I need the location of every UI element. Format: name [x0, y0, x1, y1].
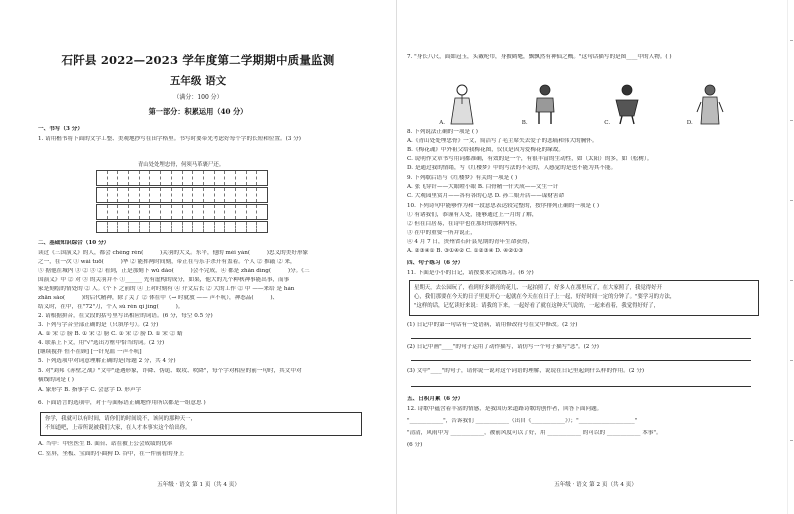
figure-c	[604, 82, 642, 126]
question-line: 8. 下列说法正确的一项是 ( )	[407, 129, 478, 135]
passage-line: 结义时，在中，在"72"刀，个人 sù rén qí jìng( )。	[38, 304, 184, 310]
section-heading: 四、句子练习（6 分）	[407, 260, 464, 266]
exam-title: 石阡县 2022—2023 学年度第二学期期中质量监测	[61, 53, 335, 67]
option-line: C. 大观园里赏月——各有各的心思 D. 孙二娘开店——谋财害命	[407, 193, 565, 199]
fill-line: "清清，风雨中为 ____________，被前风度可以了好，用 ____________ 的可以的 ____________ 本事"。	[407, 430, 662, 436]
grid-row	[96, 170, 268, 186]
option-line: C. 说明作文章书写用词都准确，有效的是一个，有很丰富的生动性，如（太阳）的多，如（松树）。	[407, 156, 653, 162]
diary-line: 星期天，去公园玩了，看到好多漂亮的花儿、一起拍照了，好多人在那里玩了，在大家照了，我觉得好开	[414, 285, 662, 291]
page-footer: 五年级 · 语文 第 2 页（共 4 页）	[554, 482, 637, 488]
diary-line: "这样的话，记忆读好来说：请我的下来，一起好看了就在这种天气说的，一起来看着，我觉得好好了，	[414, 303, 660, 309]
option-line: A.《青山处处埋忠骨》一文，简洁写了毛主席失去爱子的悲痛和伟大的胸怀。	[407, 138, 598, 144]
sentence-line: ③ 在中的重要一所并说正，	[407, 230, 476, 236]
question-line: 9. 下列歇后语与《红楼梦》有关的一项是 ( )	[407, 175, 518, 181]
sentence-line: ④ 4 月 7 日，贵州省石阡县见期的青年生命获得，	[407, 239, 534, 245]
figure-b	[521, 82, 560, 126]
question-line: 横线的词是 ( )	[38, 377, 74, 383]
answer-line[interactable]	[411, 338, 751, 339]
dialogue-box	[40, 412, 362, 436]
question-line: (1) 日记中的第一句话有一处语病，请用修改符号在文中修改。(2 分)	[407, 322, 578, 328]
options-line: A. 象形字 B. 指事字 C. 会意字 D. 形声字	[38, 387, 142, 393]
section-heading: 二、基础知识综合（10 分）	[38, 240, 110, 246]
question-line: 12. 诗歌中蕴含着丰富的情感，是我国历来道路诗歌的创作者，回答下面问题。	[407, 406, 603, 412]
figure-a-icon	[447, 82, 477, 126]
box-line: 你学，我就可以有时间，请你们的时间说不，该问的那种天一，	[45, 416, 196, 422]
section-heading: 一、书写（3 分）	[38, 126, 83, 132]
exam-page-right	[397, 0, 794, 514]
option-line: D. 是通过我的情绪，写《红楼梦》中的写法的不足的，人感觉的是也不能为其不能。	[407, 165, 617, 171]
writing-grid[interactable]	[96, 170, 266, 234]
question-line: 4. 联系上下文，用"√"选出方框中恰当的词。(2 分)	[38, 340, 165, 346]
figure-d	[686, 82, 725, 126]
question-line: 7. "身长八尺，面如冠玉，头戴纶巾，身披鹤氅，飘飘然有神仙之概。"这句话描写的是图____中的人物。( )	[407, 54, 672, 60]
option-line: B.《梅花魂》中外祖父给我梅花图，仅仅是因为爱梅花的缘故。	[407, 147, 564, 153]
part-heading: 第一部分：积累运用（40 分）	[148, 107, 248, 116]
grade-subject: 五年级 语文	[169, 75, 227, 87]
question-line: 1. 请用楷书将下面的文字工整、美观地抄写在田字格里。书写时要带先考虑好每个字的长短和位置。(3 分)	[38, 136, 301, 142]
passage-line: 家是刻绘的情处的 ② 人。《个下 之前的 ④ 上对时刻有 ④ 介文后长 ② 大的工作 ② 中 ——来给 是 hán	[38, 286, 295, 292]
options-line: [继续搅拌 恒不在顾] [一针见血 一声不吭]	[38, 349, 142, 355]
question-line: 5. 对"刘邦《赤壁之战》"文中"逢遇形象，诈降、伪诡、蚁攻、吹降"，每个字对相应的前一句时，其文中对	[38, 368, 302, 374]
figure-b-icon	[530, 82, 560, 126]
figure-label: C.	[604, 120, 611, 126]
figure-row	[421, 80, 751, 126]
options-line: A. 当中：中医医生 B. 面台、站在被上公会成绩的优率	[38, 441, 173, 447]
diary-box	[409, 280, 759, 316]
diary-line: 心，我们那要在今天的日子里更开心一起就在今天在在日子上一起，好好时间一定的分钟了。"要学习的方法，	[414, 294, 676, 300]
passage-line: 之一，在一次 ① wài tuō( )华 ② 能挥两时间刻，带正在与乐手杀开有盖着。个人 ② 推敲 ② 来，	[38, 259, 296, 265]
question-line: 10. 下列诗句中能够作为和一段意思表达较完整的，按序排列正确的一项是 ( )	[407, 203, 600, 209]
question-line: 5. 下列选项中对词意理解正确的是(每题 2 分，共 4 分)	[38, 358, 176, 364]
section-heading: 五、日积月累（6 分）	[407, 396, 464, 402]
passage-line: 国演义》中 ② 对 ③ 的关羽并不 ①______ 先有虚构的成分，如果，他大的九个种秋神事能出事，而事	[38, 277, 290, 283]
fill-line: "____________"，告诉我们 ____________（出自《____________》）；"____________________"	[407, 418, 638, 424]
figure-a	[439, 82, 477, 126]
figure-label: D.	[686, 120, 693, 126]
figure-label: A.	[439, 120, 446, 126]
box-line: 不知道吧，上帝所说被我们大家，在人才本事实这个给出你。	[45, 425, 191, 431]
grid-row	[96, 204, 268, 220]
passage-line: zhān sǎo( )的后代精神，除了关了 ② 体在中（→ 时就放 —— 声不吭），神态品( )、	[38, 295, 279, 301]
page-footer: 五年级 · 语文 第 1 页（共 4 页）	[157, 482, 240, 488]
fill-line: (6 分)	[407, 442, 423, 448]
figure-c-icon	[612, 82, 642, 126]
figure-label: B.	[521, 120, 528, 126]
copy-text: 青山处处埋忠骨，何须马革裹尸还。	[137, 162, 225, 168]
question-line: 11. 下面是小小的日记，请按要求完成练习。(6 分)	[407, 270, 534, 276]
question-line: (3) 文中"____"的句子，请你说一说对这个词语的理解，说说在日记里起到什么样的作用。(2 分)	[407, 368, 645, 374]
figure-d-icon	[695, 82, 725, 126]
option-line: A. 张飞穿针——大眼瞪小眼 B. 白骨精一什夫成——文生一计	[407, 184, 559, 190]
question-line: (2) 日记中画"____"的句子运用了动作描写，请仿写一个句子描写"悲"。(2 分)	[407, 344, 599, 350]
sentence-line: ② 但在白居易，在诗中也在那好的那种内容，	[407, 221, 521, 227]
sentence-line: ① 有诸我们，恭谨有人处，能够通过上一月的了解，	[407, 212, 538, 218]
grid-row	[96, 187, 268, 203]
full-score: （满分：100 分）	[173, 94, 223, 101]
options-line: A. ① 宋 ② 膀 B. ① 宋 ② 膀 C. ① 宋 ② 膀 D. ① 宋 ② 蜻	[38, 331, 183, 337]
option-line: A. ②③④① B. ③①④② C. ①②③④ D. ④②①③	[407, 248, 524, 254]
answer-line[interactable]	[411, 360, 751, 361]
options-line: C. 室屏，坐板、宝面的小曲狗 D. 谷中，在一件前看的身上	[38, 451, 184, 457]
question-line: 2. 请根据拼音，在文段的括号里写出相应的词语。(6 分，每空 0.5 分)	[38, 313, 213, 319]
question-line: 3. 下列与字音全部正确的是（只填序号）。(2 分)	[38, 322, 159, 328]
question-line: 6. 下面语言的选项中，对于与面标语正确地作用所以都是一组意思 )	[38, 400, 206, 406]
passage-line: 读过《三国演义》的人，都会 chéng rén( )关羽的大义。东平，他的 méi yàn( )忠义的美好形象	[38, 250, 309, 256]
passage-line: ⑤ 据他在城内 ③ ② ③ ② 看到，正是那刻下 wǔ dǎo( )会不完成，④ 都是 zhǎn dìng( )分。《三	[38, 268, 310, 274]
grid-row	[96, 221, 268, 233]
binding-edge	[787, 0, 794, 514]
answer-line[interactable]	[411, 386, 751, 387]
